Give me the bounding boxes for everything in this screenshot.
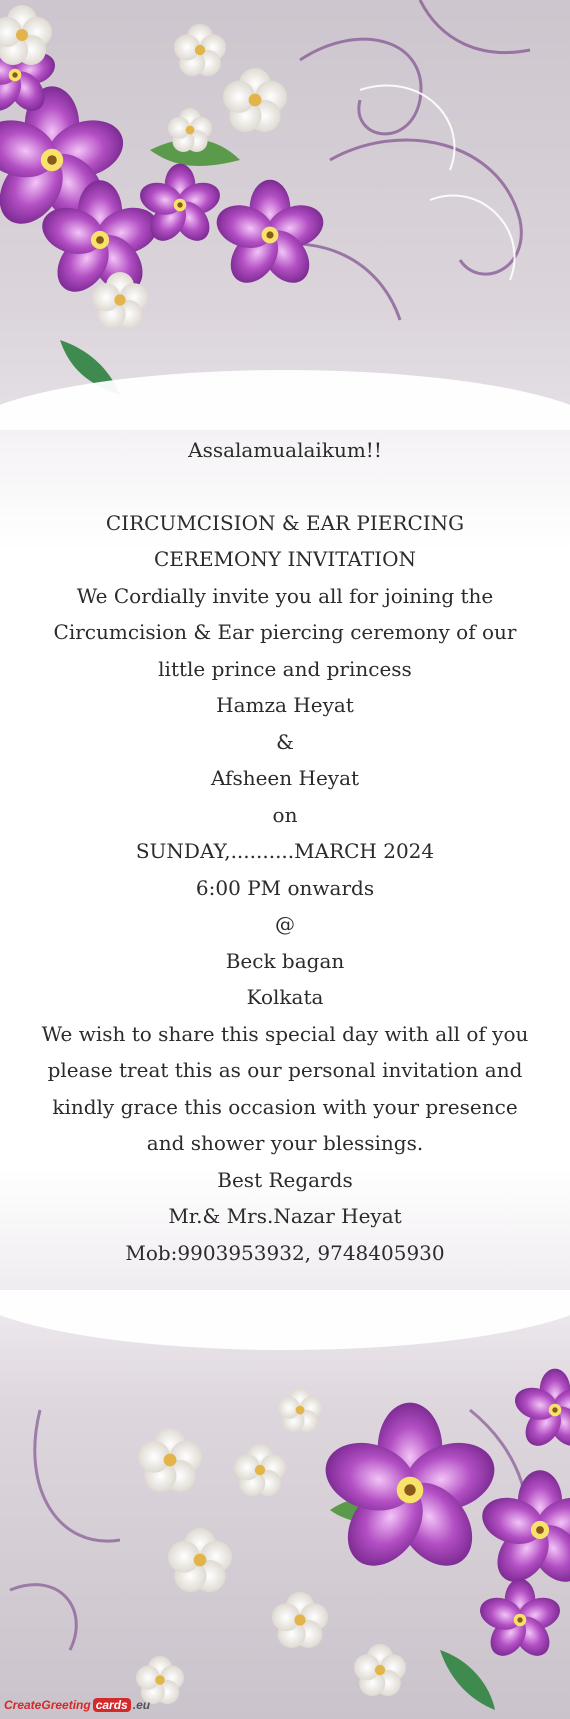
city: Kolkata — [246, 985, 324, 1009]
venue: Beck bagan — [225, 948, 345, 973]
intro-text: We Cordially invite you all for joining the Circumcision & Ear piercing ceremony of our little prince and princess — [53, 583, 517, 681]
regards: Best Regards — [217, 1167, 353, 1192]
logo-part-3: .eu — [132, 1698, 151, 1712]
bottom-floral-decoration — [0, 1290, 570, 1719]
child-name-1: Hamza Heyat — [216, 693, 354, 717]
heading: CIRCUMCISION & EAR PIERCING CEREMONY INVITATION — [105, 510, 465, 571]
message: We wish to share this special day with all of you please treat this as our personal invitation and kindly grace this occasion with your presence and shower your blessings. — [41, 1021, 529, 1155]
logo-part-2: cards — [93, 1698, 131, 1712]
invitation-text — [0, 432, 570, 1271]
site-logo[interactable] — [4, 1694, 150, 1716]
greeting: Assalamualaikum!! — [188, 438, 382, 462]
logo-part-1: CreateGreeting — [4, 1698, 91, 1712]
hosts: Mr.& Mrs.Nazar Heyat — [168, 1204, 402, 1228]
mobile-numbers: Mob:9903953932, 9748405930 — [125, 1240, 445, 1265]
ampersand: & — [276, 729, 294, 754]
child-name-2: Afsheen Heyat — [210, 766, 360, 790]
top-floral-decoration — [0, 0, 570, 430]
at-symbol: @ — [275, 912, 295, 936]
event-date: SUNDAY,..........MARCH 2024 — [135, 839, 435, 863]
event-time: 6:00 PM onwards — [195, 875, 375, 900]
on-text: on — [272, 802, 298, 827]
